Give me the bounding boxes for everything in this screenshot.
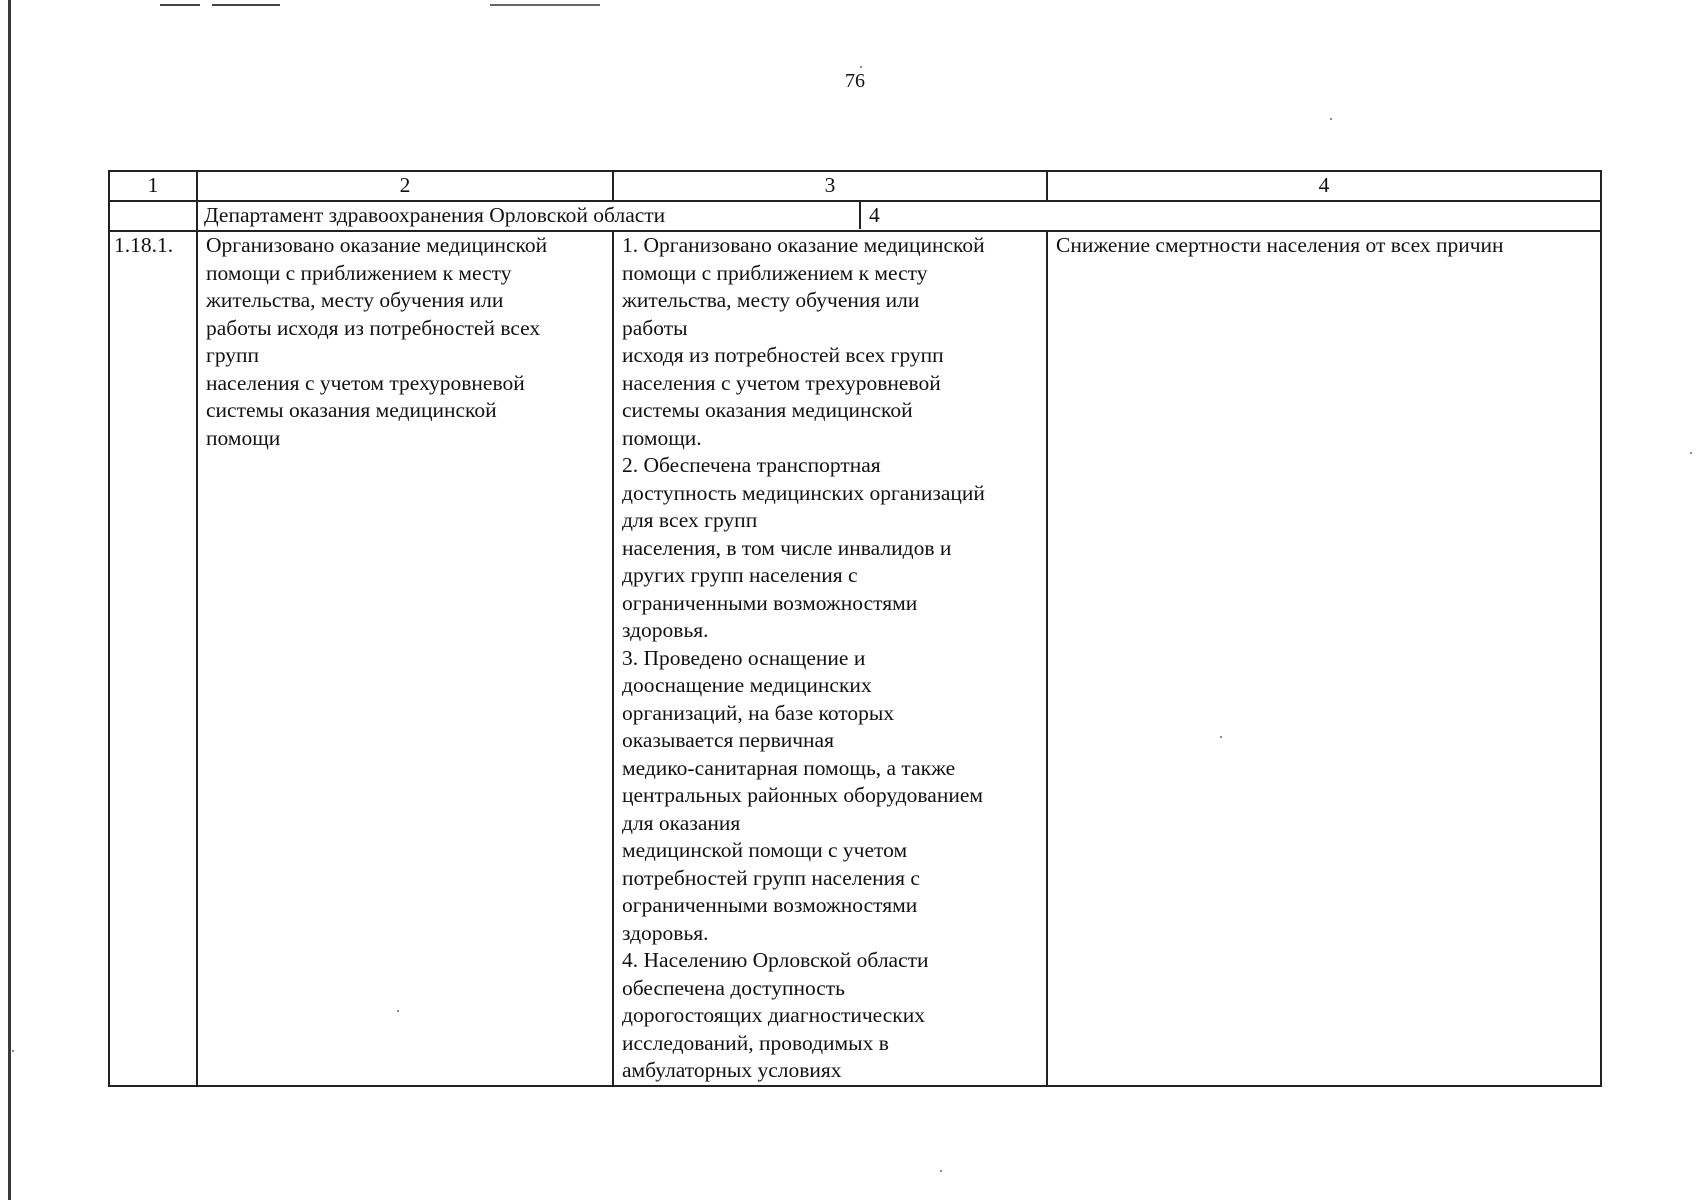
department-name: Департамент здравоохранения Орловской области <box>198 202 861 229</box>
header-col-3: 3 <box>613 171 1047 201</box>
scan-speck <box>860 66 862 68</box>
row-results <box>613 231 1047 1086</box>
result-item-3: 3. Проведено оснащение и дооснащение медицинских организаций, на базе которых оказывается первичная медико-санитарная помощь, а также центральных районных оборудованием для оказания медицинской помощи с учетом потребностей групп населения с ограниченными возможностями здоровья. <box>622 645 983 945</box>
measures-table <box>108 170 1602 1087</box>
table-row <box>109 231 1601 1086</box>
result-item-2: 2. Обеспечена транспортная доступность медицинских организаций для всех групп населения, в том числе инвалидов и других групп населения с ограниченными возможностями здоровья. <box>622 453 985 642</box>
scan-speck <box>1220 736 1222 738</box>
department-cell <box>197 201 1601 231</box>
scan-speck <box>1690 452 1692 454</box>
department-empty-cell <box>109 201 197 231</box>
scan-speck <box>940 1170 942 1172</box>
header-col-1: 1 <box>109 171 197 201</box>
row-number: 1.18.1. <box>109 231 197 1086</box>
header-col-4: 4 <box>1047 171 1601 201</box>
result-item-1: 1. Организовано оказание медицинской помощи с приближением к месту жительства, месту обучения или работы исходя из потребностей всех групп населения с учетом трехуровневой системы оказания медицинской помощи. <box>622 233 985 450</box>
row-indicator: Снижение смертности населения от всех причин <box>1047 231 1601 1086</box>
page-number: 76 <box>845 70 865 92</box>
table-header-row <box>109 171 1601 201</box>
scan-edge-left <box>8 0 11 1200</box>
scan-speck <box>397 1010 399 1012</box>
department-number: 4 <box>869 203 880 227</box>
result-item-4: 4. Населению Орловской области обеспечена доступность дорогостоящих диагностических исследований, проводимых в амбулаторных условиях <box>622 948 929 1082</box>
row-measure: Организовано оказание медицинской помощи с приближением к месту жительства, месту обучения или работы исходя из потребностей всех групп населения с учетом трехуровневой системы оказания медицинской помощи <box>197 231 613 1086</box>
scan-edge-top <box>160 4 600 6</box>
department-row <box>109 201 1601 231</box>
scan-speck <box>1330 118 1332 120</box>
header-col-2: 2 <box>197 171 613 201</box>
scan-speck <box>12 1050 14 1052</box>
